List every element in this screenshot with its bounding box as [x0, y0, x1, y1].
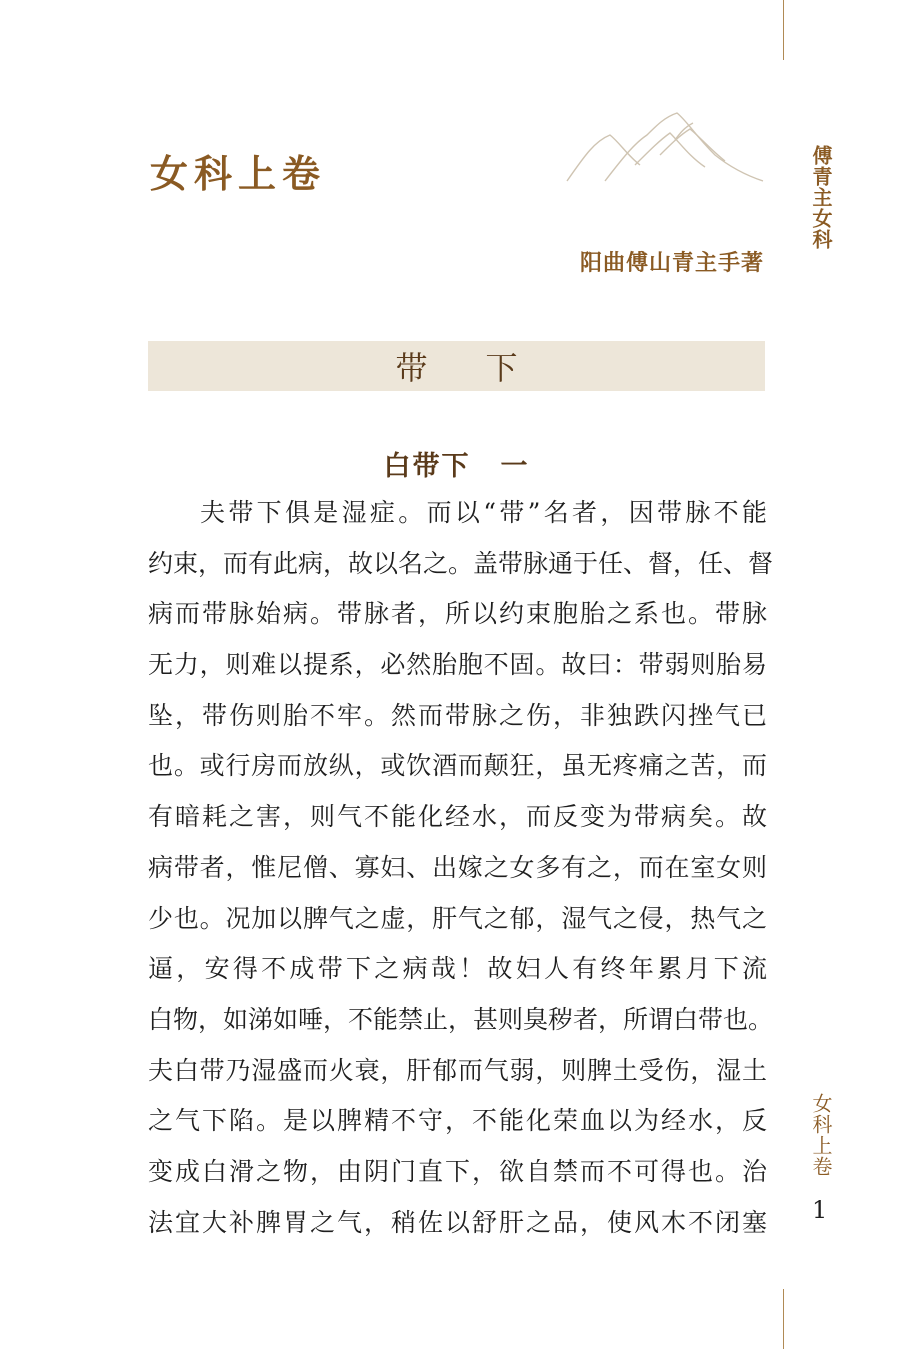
text-line: 变成白滑之物，由阴门直下，欲自禁而不可得也。治: [148, 1156, 767, 1186]
top-margin-rule: [783, 0, 784, 60]
text-line: 夫带下俱是湿症。而以“带”名者，因带脉不能: [200, 498, 767, 527]
subsection-title: 白带下: [383, 451, 471, 482]
chapter-title: 女科上卷: [150, 151, 327, 196]
text-line: 白物，如涕如唾，不能禁止，甚则臭秽者，所谓白带也。: [148, 1004, 774, 1034]
text-line: 有暗耗之害，则气不能化经水，而反变为带病矣。故: [148, 802, 767, 832]
author-byline: 阳曲傅山青主手著: [579, 250, 764, 276]
text-line: 也。或行房而放纵，或饮酒而颠狂，虽无疼痛之苦，而: [148, 751, 767, 781]
page-number: 1: [812, 1196, 828, 1224]
text-line: 少也。况加以脾气之虚，肝气之郁，湿气之侵，热气之: [148, 903, 767, 933]
section-banner: [148, 341, 765, 391]
text-line: 病而带脉始病。带脉者，所以约束胞胎之系也。带脉: [148, 599, 767, 629]
text-line: 病带者，惟尼僧、寡妇、出嫁之女多有之，而在室女则: [148, 852, 767, 882]
text-line: 无力，则难以提系，必然胎胞不固。故曰：带弱则胎易: [148, 650, 767, 680]
text-line: 逼，安得不成带下之病哉！故妇人有终年累月下流: [148, 954, 767, 984]
bottom-margin-rule: [783, 1289, 784, 1349]
text-line: 坠，带伤则胎不牢。然而带脉之伤，非独跌闪挫气已: [148, 700, 767, 730]
running-section-label: 女科上卷: [809, 1093, 833, 1177]
subsection-heading: [148, 444, 765, 483]
mountain-ornament-icon: [565, 105, 765, 185]
text-line: 夫白带乃湿盛而火衰，肝郁而气弱，则脾土受伤，湿土: [148, 1055, 767, 1085]
running-book-title: 傅青主女科: [809, 145, 833, 250]
text-line: 之气下陷。是以脾精不守，不能化荣血以为经水，反: [148, 1106, 767, 1136]
text-line: 约束，而有此病，故以名之。盖带脉通于任、督，任、督: [148, 548, 774, 578]
subsection-number: 一: [500, 451, 530, 482]
text-line: 法宜大补脾胃之气，稍佐以舒肝之品，使风木不闭塞: [148, 1207, 767, 1237]
body-text: [148, 488, 774, 1248]
section-heading: 带下: [395, 349, 576, 387]
